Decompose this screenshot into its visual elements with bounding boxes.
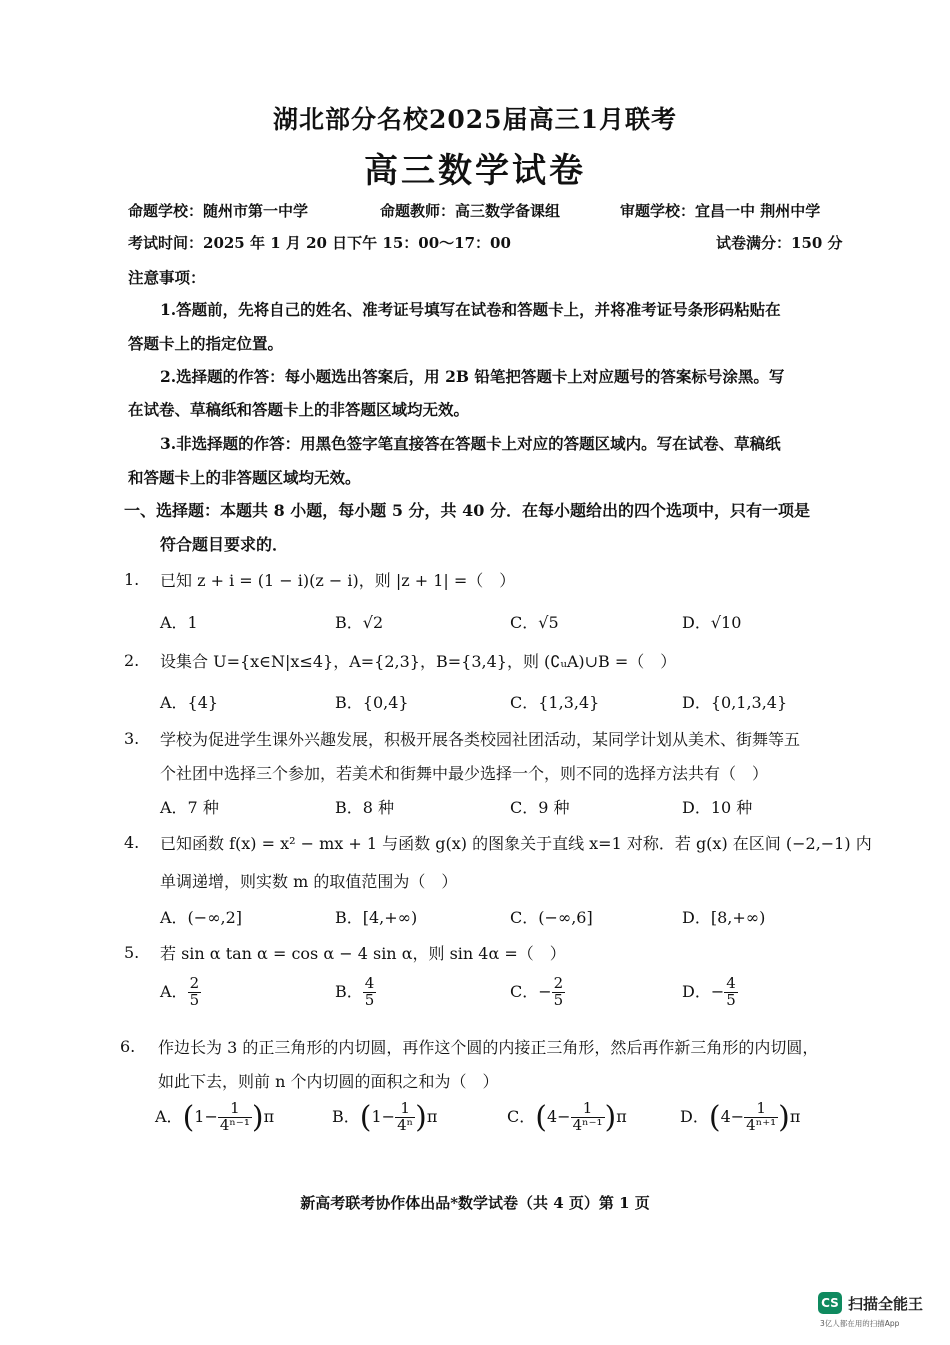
question-2-number: 2. (124, 651, 140, 670)
pi-suffix: π (263, 1107, 275, 1126)
fraction (552, 976, 566, 1009)
question-2-option-b: B．{0,4} (335, 693, 409, 712)
question-3-number: 3. (124, 729, 140, 748)
section-1-heading: 一、选择题：本题共 8 小题，每小题 5 分，共 40 分．在每小题给出的四个选项中，只有一项是 (124, 501, 810, 520)
denominator: 5 (364, 990, 375, 1009)
question-4-option-b: B．[4,+∞) (335, 908, 418, 927)
denominator: 4ⁿ⁺¹ (746, 1116, 777, 1134)
question-5-option-a (160, 976, 201, 1009)
left-paren: ( (182, 1100, 195, 1135)
question-4-option-c: C．(−∞,6] (510, 908, 593, 927)
fraction (395, 1101, 415, 1134)
option-prefix: D．− (682, 981, 725, 1001)
question-1-number: 1. (124, 570, 140, 589)
denominator: 5 (726, 990, 736, 1009)
question-1-stem: 已知 z + i = (1 − i)(z − i)，则 |z + 1| =（ ） (160, 571, 516, 590)
fraction (363, 976, 377, 1009)
denominator: 4ⁿ⁻¹ (219, 1116, 250, 1134)
note-2-line-1: 2.选择题的作答：每小题选出答案后，用 2B 铅笔把答题卡上对应题号的答案标号涂黑。写 (160, 367, 785, 386)
numerator: 1 (744, 1101, 778, 1118)
question-2-stem: 设集合 U={x∈N|x≤4}，A={2,3}，B={3,4}，则 (∁ᵤA)∪B =（ ） (160, 652, 677, 671)
left-paren: ( (535, 1100, 547, 1135)
question-1-option-b: B．√2 (335, 613, 384, 632)
question-6-stem-line-1: 作边长为 3 的正三角形的内切圆，再作这个圆的内接正三角形，然后再作新三角形的内切圆， (158, 1038, 819, 1057)
option-prefix: A． (155, 1107, 183, 1126)
right-paren: ) (604, 1100, 617, 1135)
note-3-line-2: 和答题卡上的非答题区域均无效。 (128, 468, 361, 487)
leading-term: 4− (546, 1107, 571, 1126)
question-5-option-b (335, 976, 376, 1009)
question-1-option-d: D．√10 (682, 613, 742, 632)
fraction (188, 976, 202, 1009)
leading-term: 1− (194, 1107, 218, 1126)
question-1-option-c: C．√5 (510, 613, 559, 632)
note-1-line-1: 1.答题前，先将自己的姓名、准考证号填写在试卷和答题卡上，并将准考证号条形码粘贴在 (160, 300, 781, 319)
fraction (571, 1101, 605, 1134)
denominator: 4ⁿ⁻¹ (572, 1116, 603, 1134)
left-paren: ( (359, 1100, 372, 1135)
option-prefix: A． (160, 981, 188, 1001)
question-4-stem-line-1: 已知函数 f(x) = x² − mx + 1 与函数 g(x) 的图象关于直线 x=1 对称．若 g(x) 在区间 (−2,−1) 内 (160, 834, 872, 853)
question-5-number: 5. (124, 943, 140, 962)
camscanner-logo-icon: CS (818, 1292, 842, 1314)
option-prefix: D． (680, 1107, 709, 1126)
question-4-option-a: A．(−∞,2] (160, 908, 243, 927)
option-prefix: B． (335, 981, 363, 1001)
right-paren: ) (251, 1100, 264, 1135)
page-footer: 新高考联考协作体出品*数学试卷（共 4 页）第 1 页 (300, 1194, 650, 1212)
question-4-stem-line-2: 单调递增，则实数 m 的取值范围为（ ） (160, 872, 458, 891)
question-3-option-a: A．7 种 (160, 798, 219, 817)
fraction (744, 1101, 778, 1134)
numerator: 1 (218, 1101, 252, 1118)
reviewer-school: 审题学校：宜昌一中 荆州中学 (620, 202, 821, 220)
question-3-option-c: C．9 种 (510, 798, 570, 817)
numerator: 2 (189, 974, 200, 992)
numerator: 1 (395, 1101, 415, 1118)
note-2-line-2: 在试卷、草稿纸和答题卡上的非答题区域均无效。 (128, 400, 470, 419)
pi-suffix: π (616, 1107, 627, 1126)
left-paren: ( (708, 1100, 721, 1135)
question-6-number: 6. (120, 1037, 136, 1056)
pi-suffix: π (789, 1107, 801, 1126)
option-prefix: C．− (510, 981, 552, 1001)
full-score: 试卷满分：150 分 (716, 234, 843, 252)
question-3-stem-line-2: 个社团中选择三个参加，若美术和街舞中最少选择一个，则不同的选择方法共有（ ） (160, 764, 769, 783)
note-3-line-1: 3.非选择题的作答：用黑色签字笔直接答在答题卡上对应的答题区域内。写在试卷、草稿纸 (160, 434, 781, 453)
question-1-option-a: A．1 (160, 613, 198, 632)
leading-term: 1− (371, 1107, 396, 1126)
pi-suffix: π (426, 1107, 438, 1126)
question-4-number: 4. (124, 833, 140, 852)
question-6-option-c (507, 1100, 627, 1135)
question-3-option-d: D．10 种 (682, 798, 753, 817)
watermark-tagline: 3亿人都在用的扫描App (820, 1319, 900, 1328)
question-6-stem-line-2: 如此下去，则前 n 个内切圆的面积之和为（ ） (158, 1072, 499, 1091)
right-paren: ) (778, 1100, 790, 1135)
numerator: 4 (726, 974, 736, 992)
exam-title: 高三数学试卷 (364, 151, 586, 191)
numerator: 1 (571, 1101, 605, 1118)
note-1-line-2: 答题卡上的指定位置。 (128, 334, 284, 353)
question-6-option-b (332, 1100, 437, 1135)
exam-series-title: 湖北部分名校2025届高三1月联考 (273, 105, 677, 134)
fraction (724, 976, 738, 1009)
question-5-stem: 若 sin α tan α = cos α − 4 sin α，则 sin 4α =（ ） (160, 944, 566, 963)
option-prefix: B． (332, 1107, 360, 1126)
question-3-stem-line-1: 学校为促进学生课外兴趣发展，积极开展各类校园社团活动，某同学计划从美术、街舞等五 (160, 730, 801, 749)
setter-school: 命题学校：随州市第一中学 (128, 202, 309, 220)
denominator: 4ⁿ (397, 1116, 414, 1134)
setter-teacher: 命题教师：高三数学备课组 (380, 202, 561, 220)
denominator: 5 (189, 990, 200, 1009)
section-1-heading-cont: 符合题目要求的． (160, 535, 289, 554)
question-6-option-d (680, 1100, 800, 1135)
question-3-option-b: B．8 种 (335, 798, 395, 817)
right-paren: ) (415, 1100, 427, 1135)
numerator: 4 (364, 974, 375, 992)
notes-heading: 注意事项： (128, 268, 206, 287)
option-prefix: C． (507, 1107, 536, 1126)
question-4-option-d: D．[8,+∞) (682, 908, 766, 927)
question-2-option-c: C．{1,3,4} (510, 693, 600, 712)
question-6-option-a (155, 1100, 274, 1135)
question-5-option-d (682, 976, 738, 1009)
leading-term: 4− (720, 1107, 745, 1126)
watermark-app-name: 扫描全能王 (848, 1295, 924, 1313)
exam-time: 考试时间：2025 年 1 月 20 日下午 15：00～17：00 (128, 234, 511, 252)
denominator: 5 (553, 990, 564, 1009)
question-2-option-d: D．{0,1,3,4} (682, 693, 788, 712)
question-2-option-a: A．{4} (160, 693, 219, 712)
numerator: 2 (553, 974, 564, 992)
fraction (218, 1101, 252, 1134)
question-5-option-c (510, 976, 565, 1009)
